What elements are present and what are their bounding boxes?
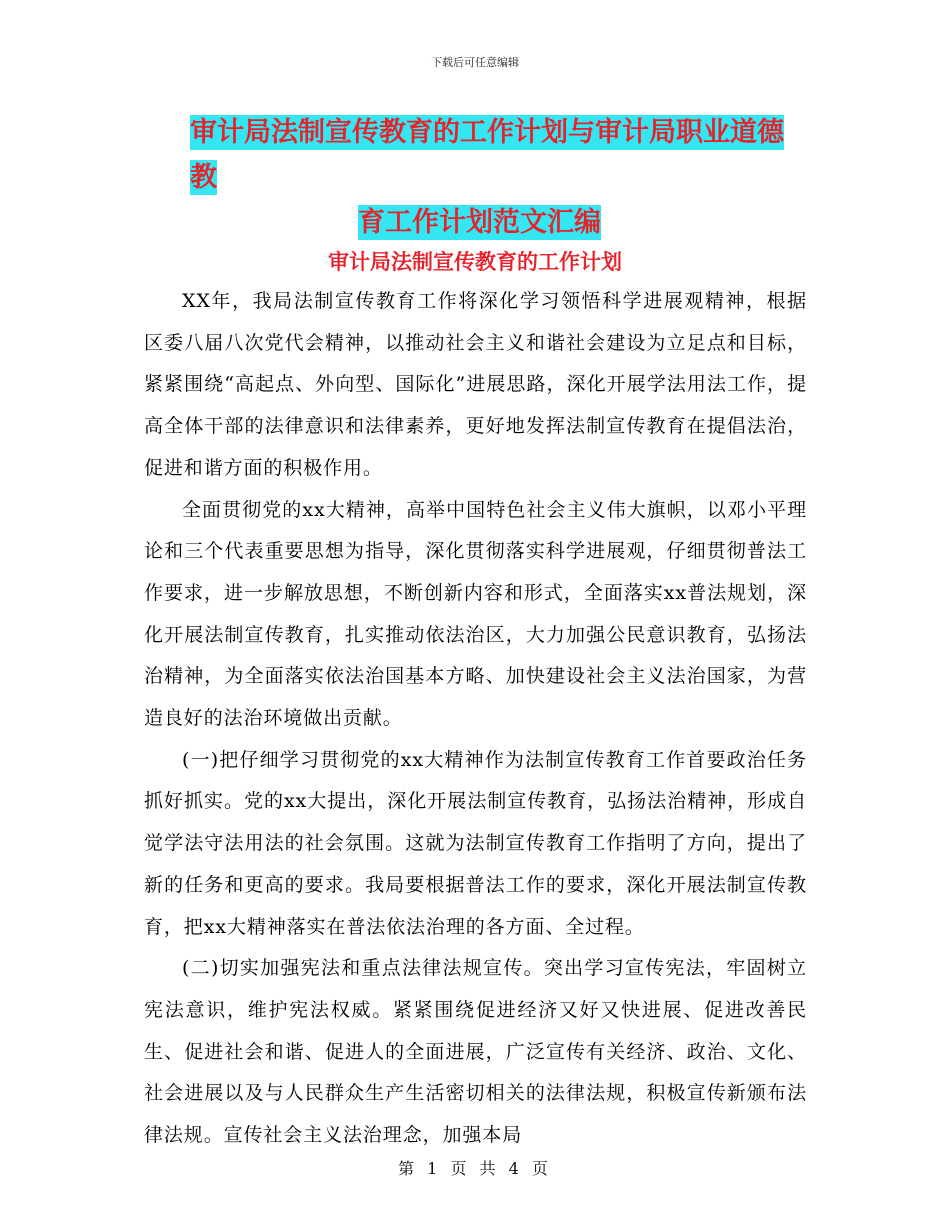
document-title-line2: 育工作计划范文汇编	[358, 207, 601, 238]
paragraph: XX年，我局法制宣传教育工作将深化学习领悟科学进展观精神，根据区委八届八次党代会精神，以推动社会主义和谐社会建设为立足点和目标，紧紧围绕“高起点、外向型、国际化”进展思路，深化开展学法用法工作，提高全体干部的法律意识和法律素养，更好地发挥法制宣传教育在提倡法治，促进和谐方面的积极作用。	[144, 290, 807, 479]
paragraph: 全面贯彻党的xx大精神，高举中国特色社会主义伟大旗帜，以邓小平理论和三个代表重要思想为指导，深化贯彻落实科学进展观，仔细贯彻普法工作要求，进一步解放思想，不断创新内容和形式，全面落实xx普法规划，深化开展法制宣传教育，扎实推动依法治区，大力加强公民意识教育，弘扬法治精神，为全面落实依法治国基本方略、加快建设社会主义法治国家，为营造良好的法治环境做出贡献。	[144, 498, 807, 730]
section-title: 审计局法制宣传教育的工作计划	[328, 250, 622, 274]
paragraph: (一)把仔细学习贯彻党的xx大精神作为法制宣传教育工作首要政治任务抓好抓实。党的xx大提出，深化开展法制宣传教育，弘扬法治精神，形成自觉学法守法用法的社会氛围。这就为法制宣传教育工作指明了方向，提出了新的任务和更高的要求。我局要根据普法工作的要求，深化开展法制宣传教育，把xx大精神落实在普法依法治理的各方面、全过程。	[144, 748, 807, 938]
document-title	[190, 110, 810, 245]
paragraph: (二)切实加强宪法和重点法律法规宣传。突出学习宣传宪法，牢固树立宪法意识，维护宪法权威。紧紧围绕促进经济又好又快进展、促进改善民生、促进社会和谐、促进人的全面进展，广泛宣传有关经济、政治、文化、社会进展以及与人民群众生产生活密切相关的法律法规，积极宣传新颁布法律法规。宣传社会主义法治理念，加强本局	[144, 957, 807, 1147]
page-number: 第 1 页 共 4 页	[398, 1159, 552, 1178]
document-title-line1: 审计局法制宣传教育的工作计划与审计局职业道德教	[190, 117, 784, 193]
body-text	[144, 261, 807, 1157]
header-note: 下载后可任意编辑	[431, 56, 519, 69]
